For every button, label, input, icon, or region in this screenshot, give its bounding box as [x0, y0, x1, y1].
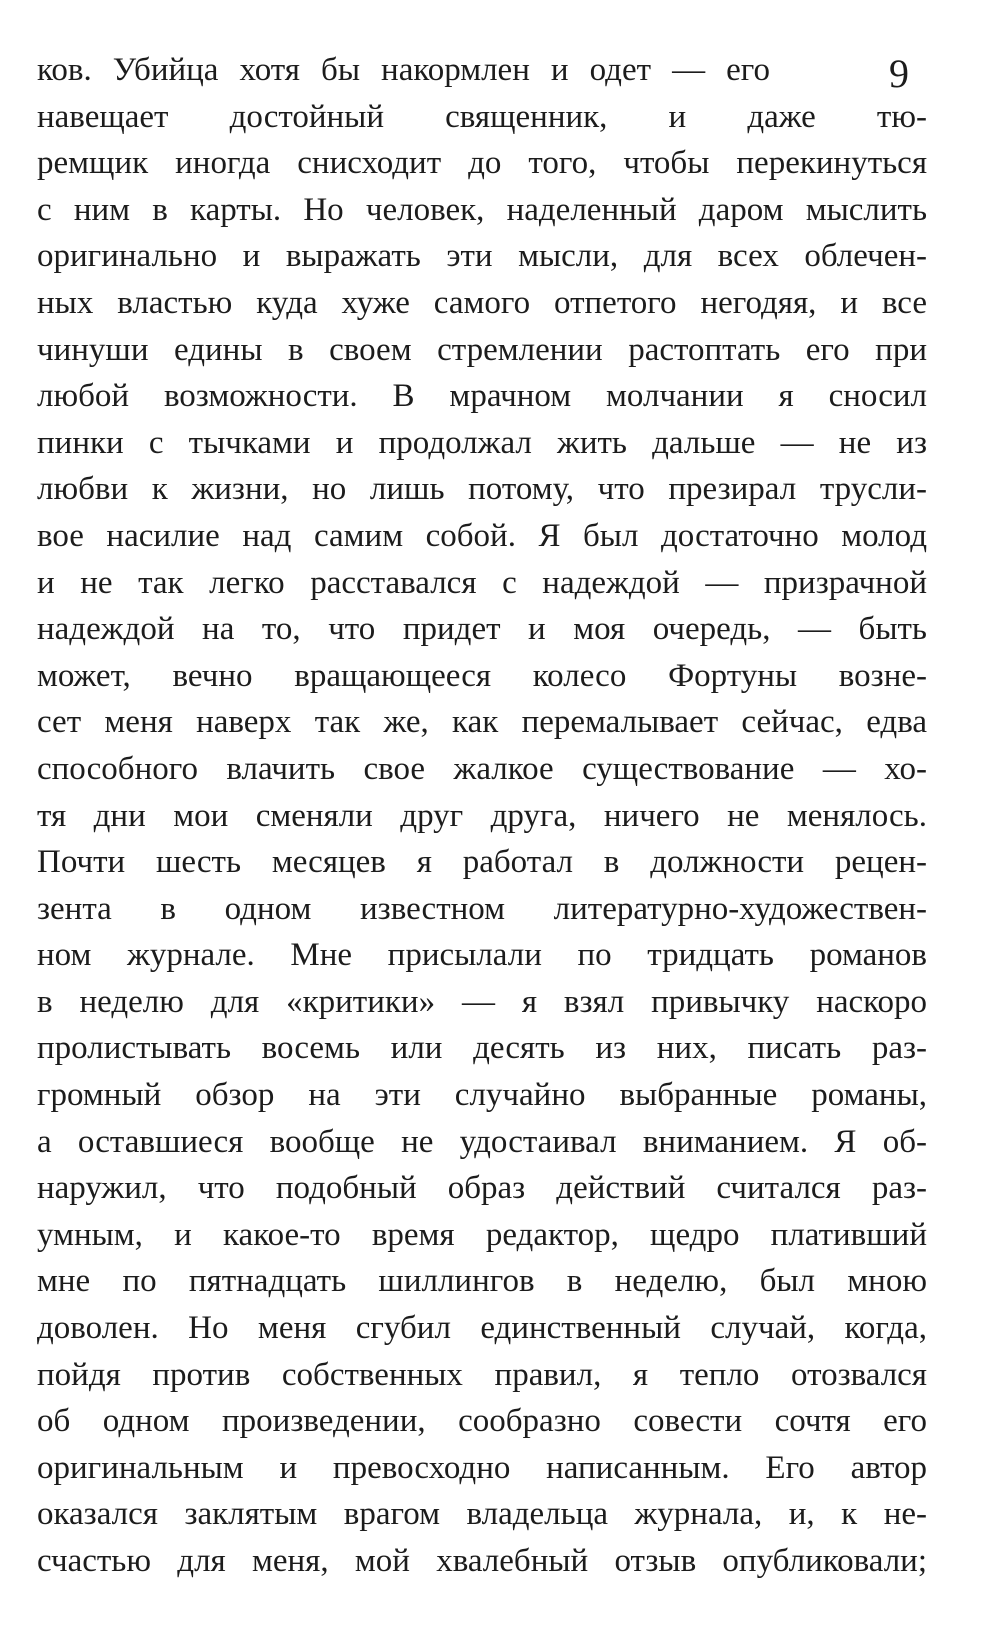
- text-line: в неделю для «критики» — я взял привычку наскоро: [37, 983, 927, 1020]
- text-line: пойдя против собственных правил, я тепло отозвался: [37, 1356, 927, 1393]
- text-line: ном журнале. Мне присылали по тридцать романов: [37, 937, 927, 974]
- text-line: доволен. Но меня сгубил единственный случай, когда,: [37, 1310, 927, 1347]
- text-line: Почти шесть месяцев я работал в должности рецен-: [37, 844, 927, 881]
- text-line: навещает достойный священник, и даже тю-: [37, 98, 927, 135]
- text-line: счастью для меня, мой хвалебный отзыв опубликовали;: [37, 1543, 927, 1579]
- text-line: сет меня наверх так же, как перемалывает сейчас, едва: [37, 704, 927, 741]
- text-line: оригинальным и превосходно написанным. Его автор: [37, 1449, 927, 1486]
- text-line: ремщик иногда снисходит до того, чтобы перекинуться: [37, 145, 927, 182]
- text-line: пинки с тычками и продолжал жить дальше — не из: [37, 424, 927, 461]
- text-line: об одном произведении, сообразно совести сочтя его: [37, 1403, 927, 1440]
- page-number: 9: [889, 51, 909, 96]
- text-line: ков. Убийца хотя бы накормлен и одет — его: [37, 52, 770, 88]
- text-line: и не так легко расставался с надеждой — призрачной: [37, 564, 927, 601]
- text-line: способного влачить свое жалкое существование — хо-: [37, 750, 927, 787]
- text-line: оказался заклятым врагом владельца журнала, и, к не-: [37, 1496, 927, 1533]
- text-line: зента в одном известном литературно-художествен-: [37, 890, 927, 927]
- text-line: чинуши едины в своем стремлении растоптать его при: [37, 331, 927, 368]
- text-line: громный обзор на эти случайно выбранные романы,: [37, 1077, 927, 1114]
- text-line: пролистывать восемь или десять из них, писать раз-: [37, 1030, 927, 1067]
- text-line: надеждой на то, что придет и моя очередь, — быть: [37, 611, 927, 648]
- text-line: наружил, что подобный образ действий считался раз-: [37, 1170, 927, 1207]
- text-line: любой возможности. В мрачном молчании я сносил: [37, 378, 927, 415]
- text-line: любви к жизни, но лишь потому, что презирал трусли-: [37, 471, 927, 508]
- text-line: с ним в карты. Но человек, наделенный даром мыслить: [37, 191, 927, 228]
- text-line: оригинально и выражать эти мысли, для всех облечен-: [37, 238, 927, 275]
- text-line: ных властью куда хуже самого отпетого негодяя, и все: [37, 284, 927, 321]
- text-line: тя дни мои сменяли друг друга, ничего не менялось.: [37, 797, 927, 834]
- body-text: [37, 47, 927, 1585]
- text-line: мне по пятнадцать шиллингов в неделю, был мною: [37, 1263, 927, 1300]
- text-line: а оставшиеся вообще не удостаивал вниманием. Я об-: [37, 1123, 927, 1160]
- text-line: вое насилие над самим собой. Я был достаточно молод: [37, 517, 927, 554]
- text-line: умным, и какое-то время редактор, щедро плативший: [37, 1216, 927, 1253]
- text-line: может, вечно вращающееся колесо Фортуны возне-: [37, 657, 927, 694]
